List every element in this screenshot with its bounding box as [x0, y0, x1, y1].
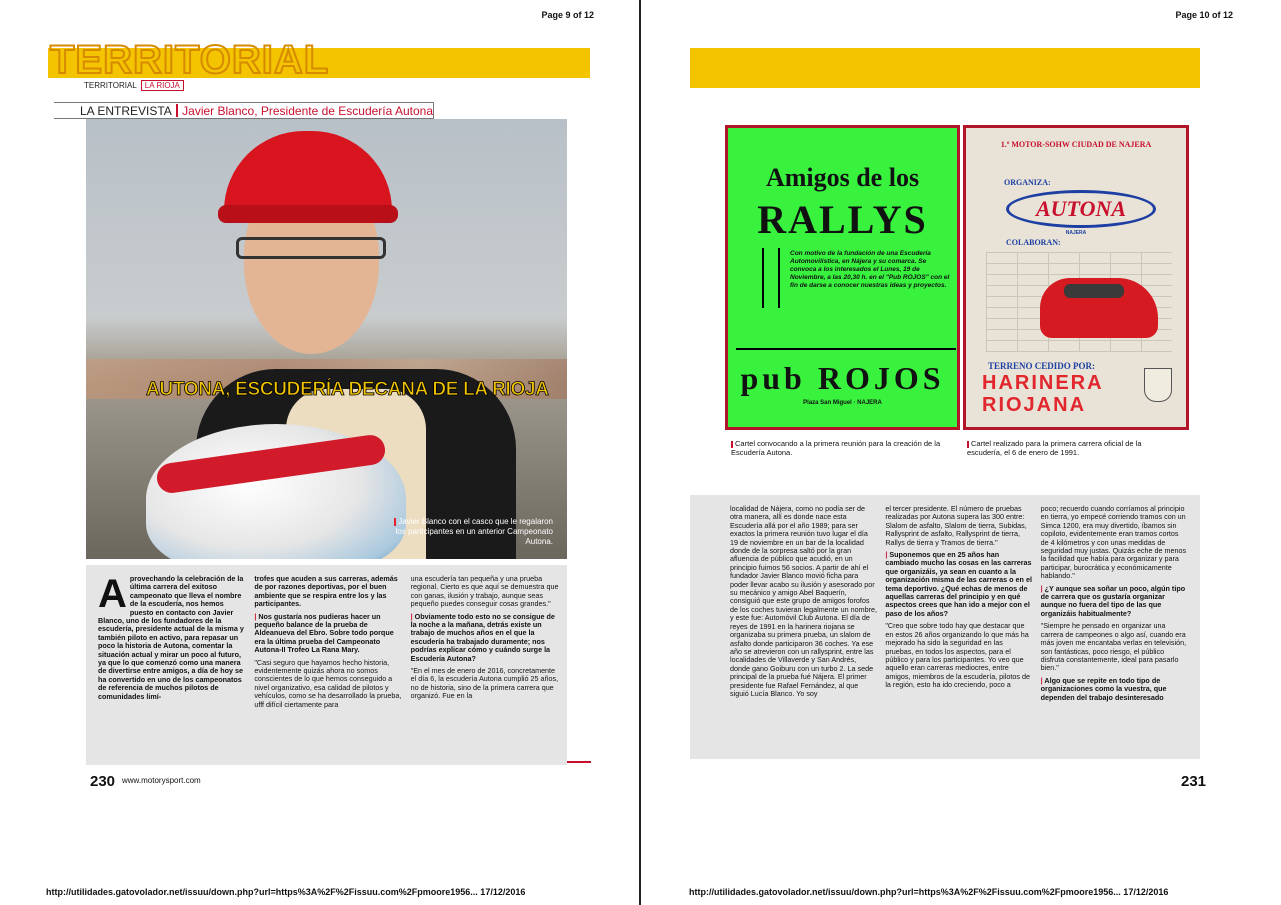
article-column-3 [1041, 505, 1188, 759]
question: | Nos gustaría nos pudieras hacer un pequeño balance de la prueba de Aldeanueva del Ebro. Sobre todo porque era la última prueba del Campeonato Autona-II Trofeo La Rana Mary. [254, 611, 394, 655]
answer: el tercer presidente. El número de pruebas realizadas por Autona supera las 300 entre: Slalom de asfalto, Slalom de tierra, Subidas, Rallysprint de asfalto, Rallysprint de tierra, Rallys de tierra y Tramos de tierra." [885, 505, 1027, 547]
interview-heading [54, 102, 434, 119]
caption-bar [394, 518, 396, 526]
answer: "En el mes de enero de 2016, concretamente el día 6, la escudería Autona cumplió 25 años, no de historia, sino de la primera carrera que organizó. Fue en la [410, 666, 559, 701]
poster1-pub: pub ROJOS [740, 360, 945, 396]
interview-kicker: LA ENTREVISTA [80, 103, 172, 118]
question-text: ¿Y aunque sea soñar un poco, algún tipo de carrera que os gustaría organizar aunque no fuera del tipo de las que organizáis habitualmente? [1040, 583, 1186, 618]
poster1-big: RALLYS [757, 197, 928, 242]
caption-bar [967, 441, 969, 448]
interview-subject: Javier Blanco, Presidente de Escudería Autona [182, 103, 433, 118]
column-text: localidad de Nájera, como no podía ser de otra manera, allí es donde nace esta Escudería allá por el año 1989; para ser exactos la primera reunión tuvo lugar el día 19 de noviembre en un bar de la localidad donde de la sorpresa saltó por la gran afluencia de público que acudió, en un principio fuimos 56 socios. A partir de ahí el fundador Javier Blanco movió ficha para poder llevar acabo su ilusión y asesorado por su mecánico y amigo Abel Baquerín, consiguió que este grupo de amigos forofos de los coches tuvieran legalmente un nombre, y este fue: Automóvil Club Autona. El día de reyes de 1991 en la harinera riojana se organizaba su primera prueba, un slalom de asfalto donde participaron 36 coches. Ya ese año se atrevieron con un rallysprint, entre las localidades de Villaverde y San Andrés, donde gano Goiburu con un turbo 2. La sede principal de la prueba fué Nájera. El primer presidente fue Rafael Fernández, al que siguió Lucía Blanco. Yo soy [730, 505, 878, 698]
photo-headline: AUTONA, ESCUDERÍA DECANA DE LA RIOJA [146, 379, 549, 400]
article-body-left [86, 565, 567, 765]
left-page [0, 0, 640, 905]
folio-right: 231 [1181, 773, 1207, 790]
poster2-riojana: RIOJANA [982, 394, 1087, 416]
poster2-harinera: HARINERA [982, 372, 1104, 394]
yellow-banner [690, 48, 1200, 88]
photo-caption-box [393, 517, 553, 547]
banner-title: TERRITORIAL [50, 38, 330, 82]
question-text: Nos gustaría nos pudieras hacer un pequeño balance de la prueba de Aldeanueva del Ebro. Sobre todo porque era la última prueba del Campeonato Autona-II Trofeo La Rana Mary. [254, 611, 394, 655]
question-text: Obviamente todo esto no se consigue de la noche a la mañana, detrás existe un trabajo de muchos años en el que la escudería ha trabajado duramente; nos podrías explicar cómo y cuándo surge la Escudería Autona? [410, 611, 555, 663]
answer: "Siempre he pensado en organizar una carrera de campeones o algo así, cuando era más joven me encantaba verlas en televisión, son fantásticas, poco riesgo, el público disfruta constantemente, ideal para pasarlo bien." [1040, 621, 1187, 673]
poster1-title: Amigos de los [765, 163, 920, 192]
poster2-terreno: TERRENO CEDIDO POR: [988, 361, 1096, 371]
cap-brim [218, 205, 398, 223]
footer-url-left[interactable]: http://utilidades.gatovolador.net/issuu/down.php?url=https%3A%2F%2Fissuu.com%2Fpmoore1956... 17/12/2016 [46, 887, 526, 897]
red-separator [176, 104, 178, 117]
article-column-1 [98, 575, 246, 765]
question: | ¿Y aunque sea soñar un poco, algún tipo de carrera que os gustaría organizar aunque no fuera del tipo de las que organizáis habitualmente? [1040, 583, 1186, 618]
poster-motor-show [963, 125, 1189, 430]
folio-left: 230 [90, 773, 116, 790]
poster2-organiza: ORGANIZA: [1004, 178, 1051, 187]
page-label-left: Page 9 of 12 [541, 10, 594, 20]
article-column-3 [411, 575, 559, 765]
section-region: LA RIOJA [141, 80, 184, 91]
portrait-photo [86, 119, 567, 559]
poster1-rule [736, 348, 956, 350]
dropcap: A [98, 575, 127, 616]
answer: "Creo que sobre todo hay que destacar que en estos 26 años organizando lo que más ha mejorado ha sido la seguridad en las pruebas, en todos los aspectos, para el público y para los participantes. Yo veo que aquello eran carreras mediocres, entre amigos, miembros de la escudería, pilotos de la región, esto ha ido creciendo, poco a [885, 621, 1030, 690]
red-rule [567, 761, 591, 763]
question-text: Algo que se repite en todo tipo de organizaciones como la vuestra, que dependen del trabajo desinteresado [1040, 675, 1167, 702]
website[interactable]: www.motorysport.com [122, 776, 201, 785]
caption-text: Cartel realizado para la primera carrera oficial de la escudería, el 6 de enero de 1991. [967, 439, 1142, 457]
question-text: Suponemos que en 25 años han cambiado mucho las cosas en las carreras que organizáis, ya sean en cuanto a la organización misma de las carreras o en el tema deportivo. ¿Qué echas de menos de aquellas carreras del principio y en qué aspectos crees que han ido a mejor con el paso de los años? [885, 550, 1032, 618]
poster2-city: NAJERA [1065, 230, 1087, 236]
footer-url-right[interactable]: http://utilidades.gatovolador.net/issuu/down.php?url=https%3A%2F%2Fissuu.com%2Fpmoore1956... 17/12/2016 [689, 887, 1169, 897]
photo-caption: Javier Blanco con el casco que le regalaron los participantes en un anterior Campeonato Autona. [395, 517, 553, 546]
autona-logo: AUTONA [1006, 190, 1156, 228]
question: | Obviamente todo esto no se consigue de la noche a la mañana, detrás existe un trabajo de muchos años en el que la escudería ha trabajado duramente; nos podrías explicar cómo y cuándo surge la Escudería Autona? [410, 611, 555, 663]
poster1-text: Con motivo de la fundación de una Escudería Automovilística, en Nájera y su comarca. Se convoca a los interesados el Lunes, 19 de Noviembre, a las 20,30 h. en el "Pub ROJOS" con el fin de darse a conocer nuestras ideas y proyectos. [790, 250, 950, 289]
article-column-2 [885, 505, 1032, 759]
right-page [641, 0, 1281, 905]
poster1-address: Plaza San Miguel · NAJERA [803, 400, 882, 406]
rally-car-window [1064, 284, 1124, 298]
glasses [236, 237, 386, 259]
poster2-title: 1.º MOTOR-SOHW CIUDAD DE NAJERA [1000, 140, 1152, 149]
section-tag [84, 80, 184, 91]
column-1-text: provechando la celebración de la última carrera del exitoso campeonato que lleva el nombre de la escudería, nos hemos puesto en contacto con Javier Blanco, uno de los fundadores de la escudería, presidente actual de la misma y también piloto en activo, para repasar un poco la historia de Autona, comentar la situación actual y mirar un poco al futuro, ya que lo que comenzó como una manera de divertirse entre amigos, a día de hoy se ha convertido en uno de los campeonatos de referencia de muchos pilotos de comunidades limí- [98, 575, 244, 701]
answer: "Casi seguro que hayamos hecho historia, evidentemente quizás ahora no somos conscientes de lo que hemos conseguido a nivel organizativo, esa calidad de pilotos y vehículos, como se ha desarrollado la prueba, ufff difícil ciertamente para [254, 657, 402, 709]
answer: una escudería tan pequeña y una prueba regional. Cierto es que aquí se demuestra que con ganas, ilusión y trabajo, aunque seas pequeño puedes conseguir cosas grandes." [410, 575, 559, 609]
page-label-right: Page 10 of 12 [1175, 10, 1233, 20]
poster2-colaboran: COLABORAN: [1006, 238, 1061, 247]
article-column-2 [254, 575, 402, 765]
section-label: TERRITORIAL [84, 81, 137, 90]
poster1-caption [731, 440, 941, 457]
column-2-intro: trofes que acuden a sus carreras, además de por razones deportivas, por el buen ambiente que se respira entre los y las participantes. [254, 575, 398, 609]
answer: poco; recuerdo cuando corríamos al principio en tierra, yo empecé corriendo tramos con un Simca 1200, era muy divertido, íbamos sin copiloto, evidentemente eran tramos cortos de 4 kilómetros y con unas medidas de seguridad muy justas. Quizás eche de menos la facilidad que había para organizar y para participar, burocrática y económicamente hablando." [1040, 505, 1187, 581]
caption-text: Cartel convocando a la primera reunión para la creación de la Escudería Autona. [731, 439, 941, 457]
question: | Algo que se repite en todo tipo de organizaciones como la vuestra, que dependen del trabajo desinteresado [1040, 675, 1167, 702]
poster2-caption [967, 440, 1177, 457]
poster-amigos-rallys [725, 125, 960, 430]
caption-bar [731, 441, 733, 448]
coat-of-arms-icon [1144, 368, 1172, 402]
article-body-right [690, 495, 1200, 759]
poster1-bars [762, 248, 780, 308]
question: | Suponemos que en 25 años han cambiado mucho las cosas en las carreras que organizáis, ya sean en cuanto a la organización misma de las carreras o en el tema deportivo. ¿Qué echas de menos de aquellas carreras del principio y en qué aspectos crees que han ido a mejor con el paso de los años? [885, 550, 1032, 618]
article-column-1 [730, 505, 877, 759]
